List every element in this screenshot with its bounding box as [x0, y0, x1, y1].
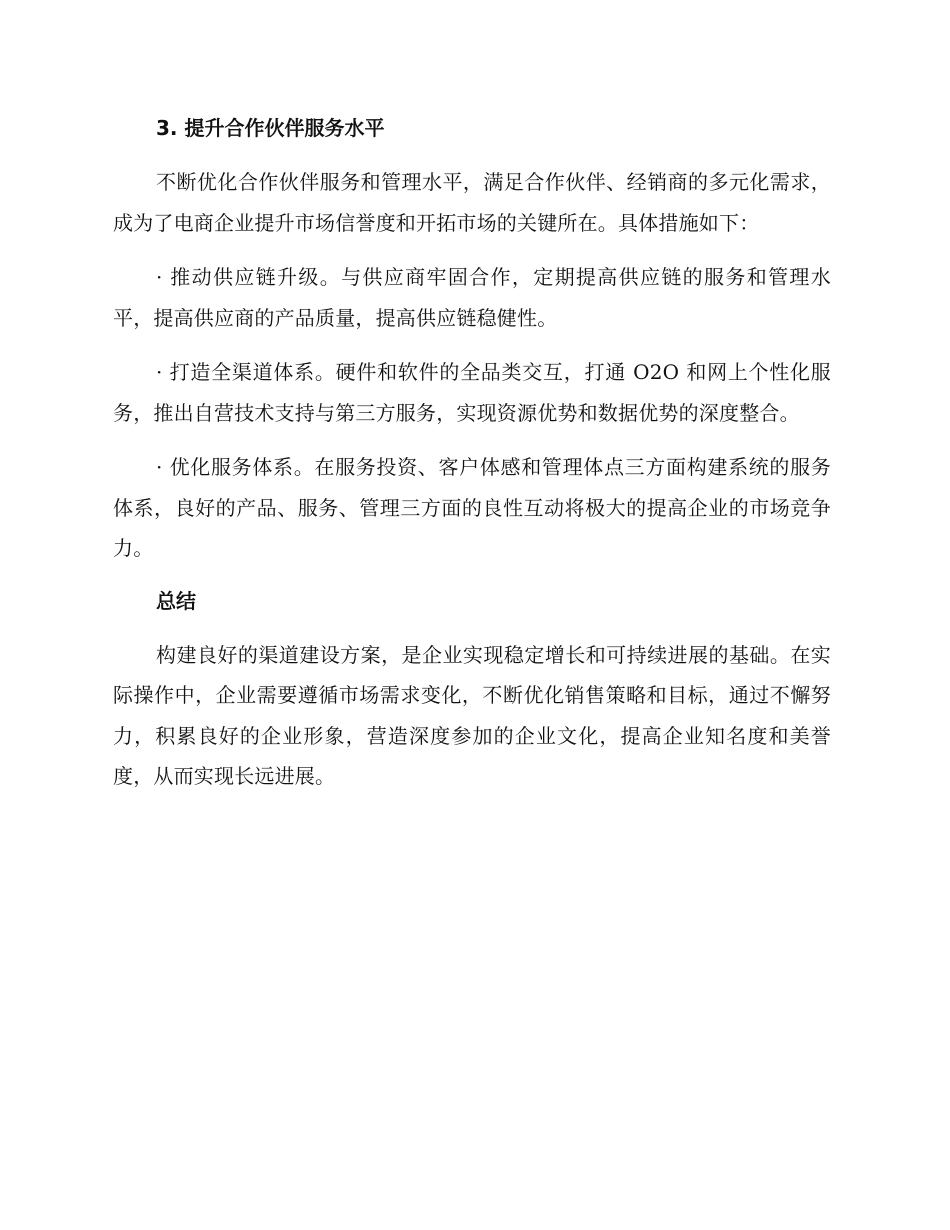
bullet-supply-chain: · 推动供应链升级。与供应商牢固合作，定期提高供应链的服务和管理水平，提高供应商的产品质量，提高供应链稳健性。 — [113, 265, 831, 330]
document-body — [113, 110, 831, 797]
section-heading: 3. 提升合作伙伴服务水平 — [156, 116, 385, 140]
summary-paragraph: 构建良好的渠道建设方案，是企业实现稳定增长和可持续进展的基础。在实际操作中，企业需要遵循市场需求变化，不断优化销售策略和目标，通过不懈努力，积累良好的企业形象，营造深度参加的企业文化，提高企业知名度和美誉度，从而实现长远进展。 — [113, 642, 831, 788]
bullet-service-system: · 优化服务体系。在服务投资、客户体感和管理体点三方面构建系统的服务体系，良好的产品、服务、管理三方面的良性互动将极大的提高企业的市场竞争力。 — [113, 455, 831, 560]
summary-heading: 总结 — [156, 588, 196, 613]
bullet-omnichannel: · 打造全渠道体系。硬件和软件的全品类交互，打通 O2O 和网上个性化服务，推出自营技术支持与第三方服务，实现资源优势和数据优势的深度整合。 — [113, 360, 831, 425]
section-intro-paragraph: 不断优化合作伙伴服务和管理水平，满足合作伙伴、经销商的多元化需求，成为了电商企业提升市场信誉度和开拓市场的关键所在。具体措施如下： — [113, 170, 831, 235]
